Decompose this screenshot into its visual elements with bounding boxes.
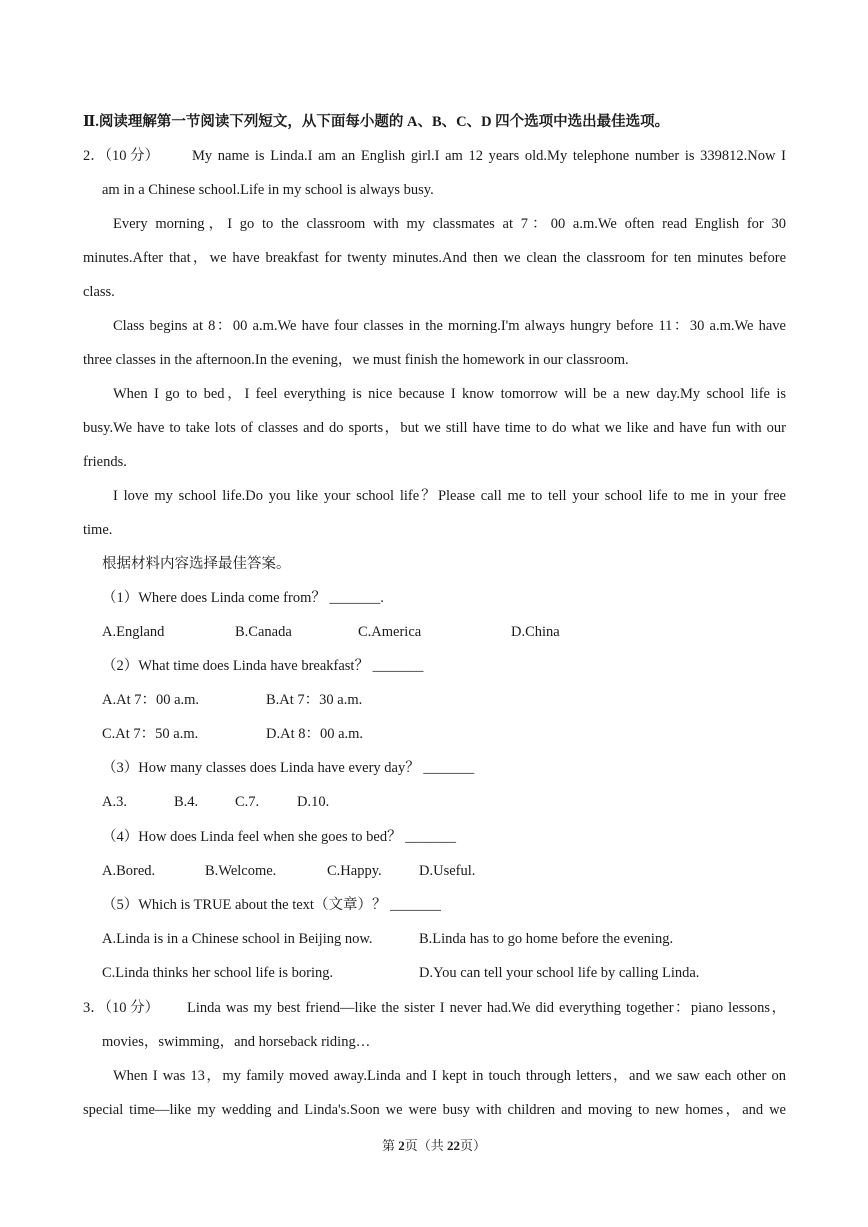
section-heading: Ⅱ.阅读理解第一节阅读下列短文，从下面每小题的 A、B、C、D 四个选项中选出最佳选项。 bbox=[83, 114, 670, 130]
subquestion-1-option-c[interactable]: C.America bbox=[358, 624, 422, 640]
q2-para3-line1: Class begins at 8：00 a.m.We have four classes in the morning.I'm always hungry before 11：30 a.m.We have bbox=[113, 318, 786, 334]
subquestion-3-stem: （3）How many classes does Linda have every day？ _______ bbox=[102, 760, 475, 776]
q3-para1-line2: movies，swimming，and horseback riding… bbox=[102, 1034, 371, 1050]
footer-suffix: 页） bbox=[460, 1138, 487, 1153]
subquestion-2-option-c[interactable]: C.At 7：50 a.m. bbox=[102, 726, 199, 742]
q3-para2-line1: When I was 13，my family moved away.Linda and I kept in touch through letters，and we saw each other on bbox=[113, 1068, 786, 1084]
subquestion-3-option-d[interactable]: D.10. bbox=[297, 794, 330, 810]
total-page-count: 22 bbox=[447, 1138, 460, 1153]
subquestion-5-stem: （5）Which is TRUE about the text（文章）？ _______ bbox=[102, 897, 441, 913]
page-footer bbox=[0, 1136, 868, 1156]
q2-para2-line3: class. bbox=[83, 284, 115, 300]
q3-para2-line2: special time—like my wedding and Linda's.Soon we were busy with children and moving to new homes，and we bbox=[83, 1102, 786, 1118]
footer-middle: 页（共 bbox=[404, 1138, 447, 1153]
subquestion-1-option-d[interactable]: D.China bbox=[511, 624, 560, 640]
subquestion-5-option-a[interactable]: A.Linda is in a Chinese school in Beijing now. bbox=[102, 931, 373, 947]
q2-para1-line2: am in a Chinese school.Life in my school is always busy. bbox=[102, 182, 434, 198]
q2-para4-line2: busy.We have to take lots of classes and do sports，but we still have time to do what we like and have fun with our bbox=[83, 420, 786, 436]
subquestion-4-option-d[interactable]: D.Useful. bbox=[419, 863, 476, 879]
q2-para3-line2: three classes in the afternoon.In the evening，we must finish the homework in our classroom. bbox=[83, 352, 629, 368]
q2-para5-line1: I love my school life.Do you like your school life？Please call me to tell your school life to me in your free bbox=[113, 488, 786, 504]
q2-para1-line1: My name is Linda.I am an English girl.I am 12 years old.My telephone number is 339812.Now I bbox=[192, 148, 786, 164]
q2-para2-line2: minutes.After that，we have breakfast for twenty minutes.And then we clean the classroom for ten minutes before bbox=[83, 250, 786, 266]
q2-instruction: 根据材料内容选择最佳答案。 bbox=[102, 556, 291, 572]
footer-prefix: 第 bbox=[381, 1138, 399, 1153]
subquestion-3-option-b[interactable]: B.4. bbox=[174, 794, 199, 810]
q2-para5-line2: time. bbox=[83, 522, 113, 538]
subquestion-5-option-c[interactable]: C.Linda thinks her school life is boring. bbox=[102, 965, 334, 981]
q3-para1-line1: Linda was my best friend—like the sister I never had.We did everything together：piano lessons， bbox=[187, 1000, 786, 1016]
subquestion-4-option-a[interactable]: A.Bored. bbox=[102, 863, 156, 879]
q2-para4-line3: friends. bbox=[83, 454, 127, 470]
subquestion-4-option-b[interactable]: B.Welcome. bbox=[205, 863, 277, 879]
subquestion-5-option-b[interactable]: B.Linda has to go home before the evening. bbox=[419, 931, 674, 947]
subquestion-2-stem: （2）What time does Linda have breakfast？ _______ bbox=[102, 658, 424, 674]
subquestion-4-option-c[interactable]: C.Happy. bbox=[327, 863, 382, 879]
subquestion-2-option-b[interactable]: B.At 7：30 a.m. bbox=[266, 692, 363, 708]
subquestion-2-option-a[interactable]: A.At 7：00 a.m. bbox=[102, 692, 200, 708]
q2-para4-line1: When I go to bed，I feel everything is nice because I know tomorrow will be a new day.My school life is bbox=[113, 386, 786, 402]
subquestion-5-option-d[interactable]: D.You can tell your school life by calling Linda. bbox=[419, 965, 700, 981]
subquestion-1-option-a[interactable]: A.England bbox=[102, 624, 165, 640]
subquestion-1-option-b[interactable]: B.Canada bbox=[235, 624, 292, 640]
subquestion-3-option-c[interactable]: C.7. bbox=[235, 794, 260, 810]
subquestion-1-stem: （1）Where does Linda come from？ _______. bbox=[102, 590, 384, 606]
question-3-number: 3．（10 分） bbox=[83, 1000, 160, 1016]
subquestion-3-option-a[interactable]: A.3. bbox=[102, 794, 127, 810]
q2-para2-line1: Every morning，I go to the classroom with my classmates at 7：00 a.m.We often read English for 30 bbox=[113, 216, 786, 232]
subquestion-2-option-d[interactable]: D.At 8：00 a.m. bbox=[266, 726, 364, 742]
current-page-number: 2 bbox=[398, 1138, 405, 1153]
question-2-number: 2．（10 分） bbox=[83, 148, 160, 164]
subquestion-4-stem: （4）How does Linda feel when she goes to bed？ _______ bbox=[102, 829, 456, 845]
